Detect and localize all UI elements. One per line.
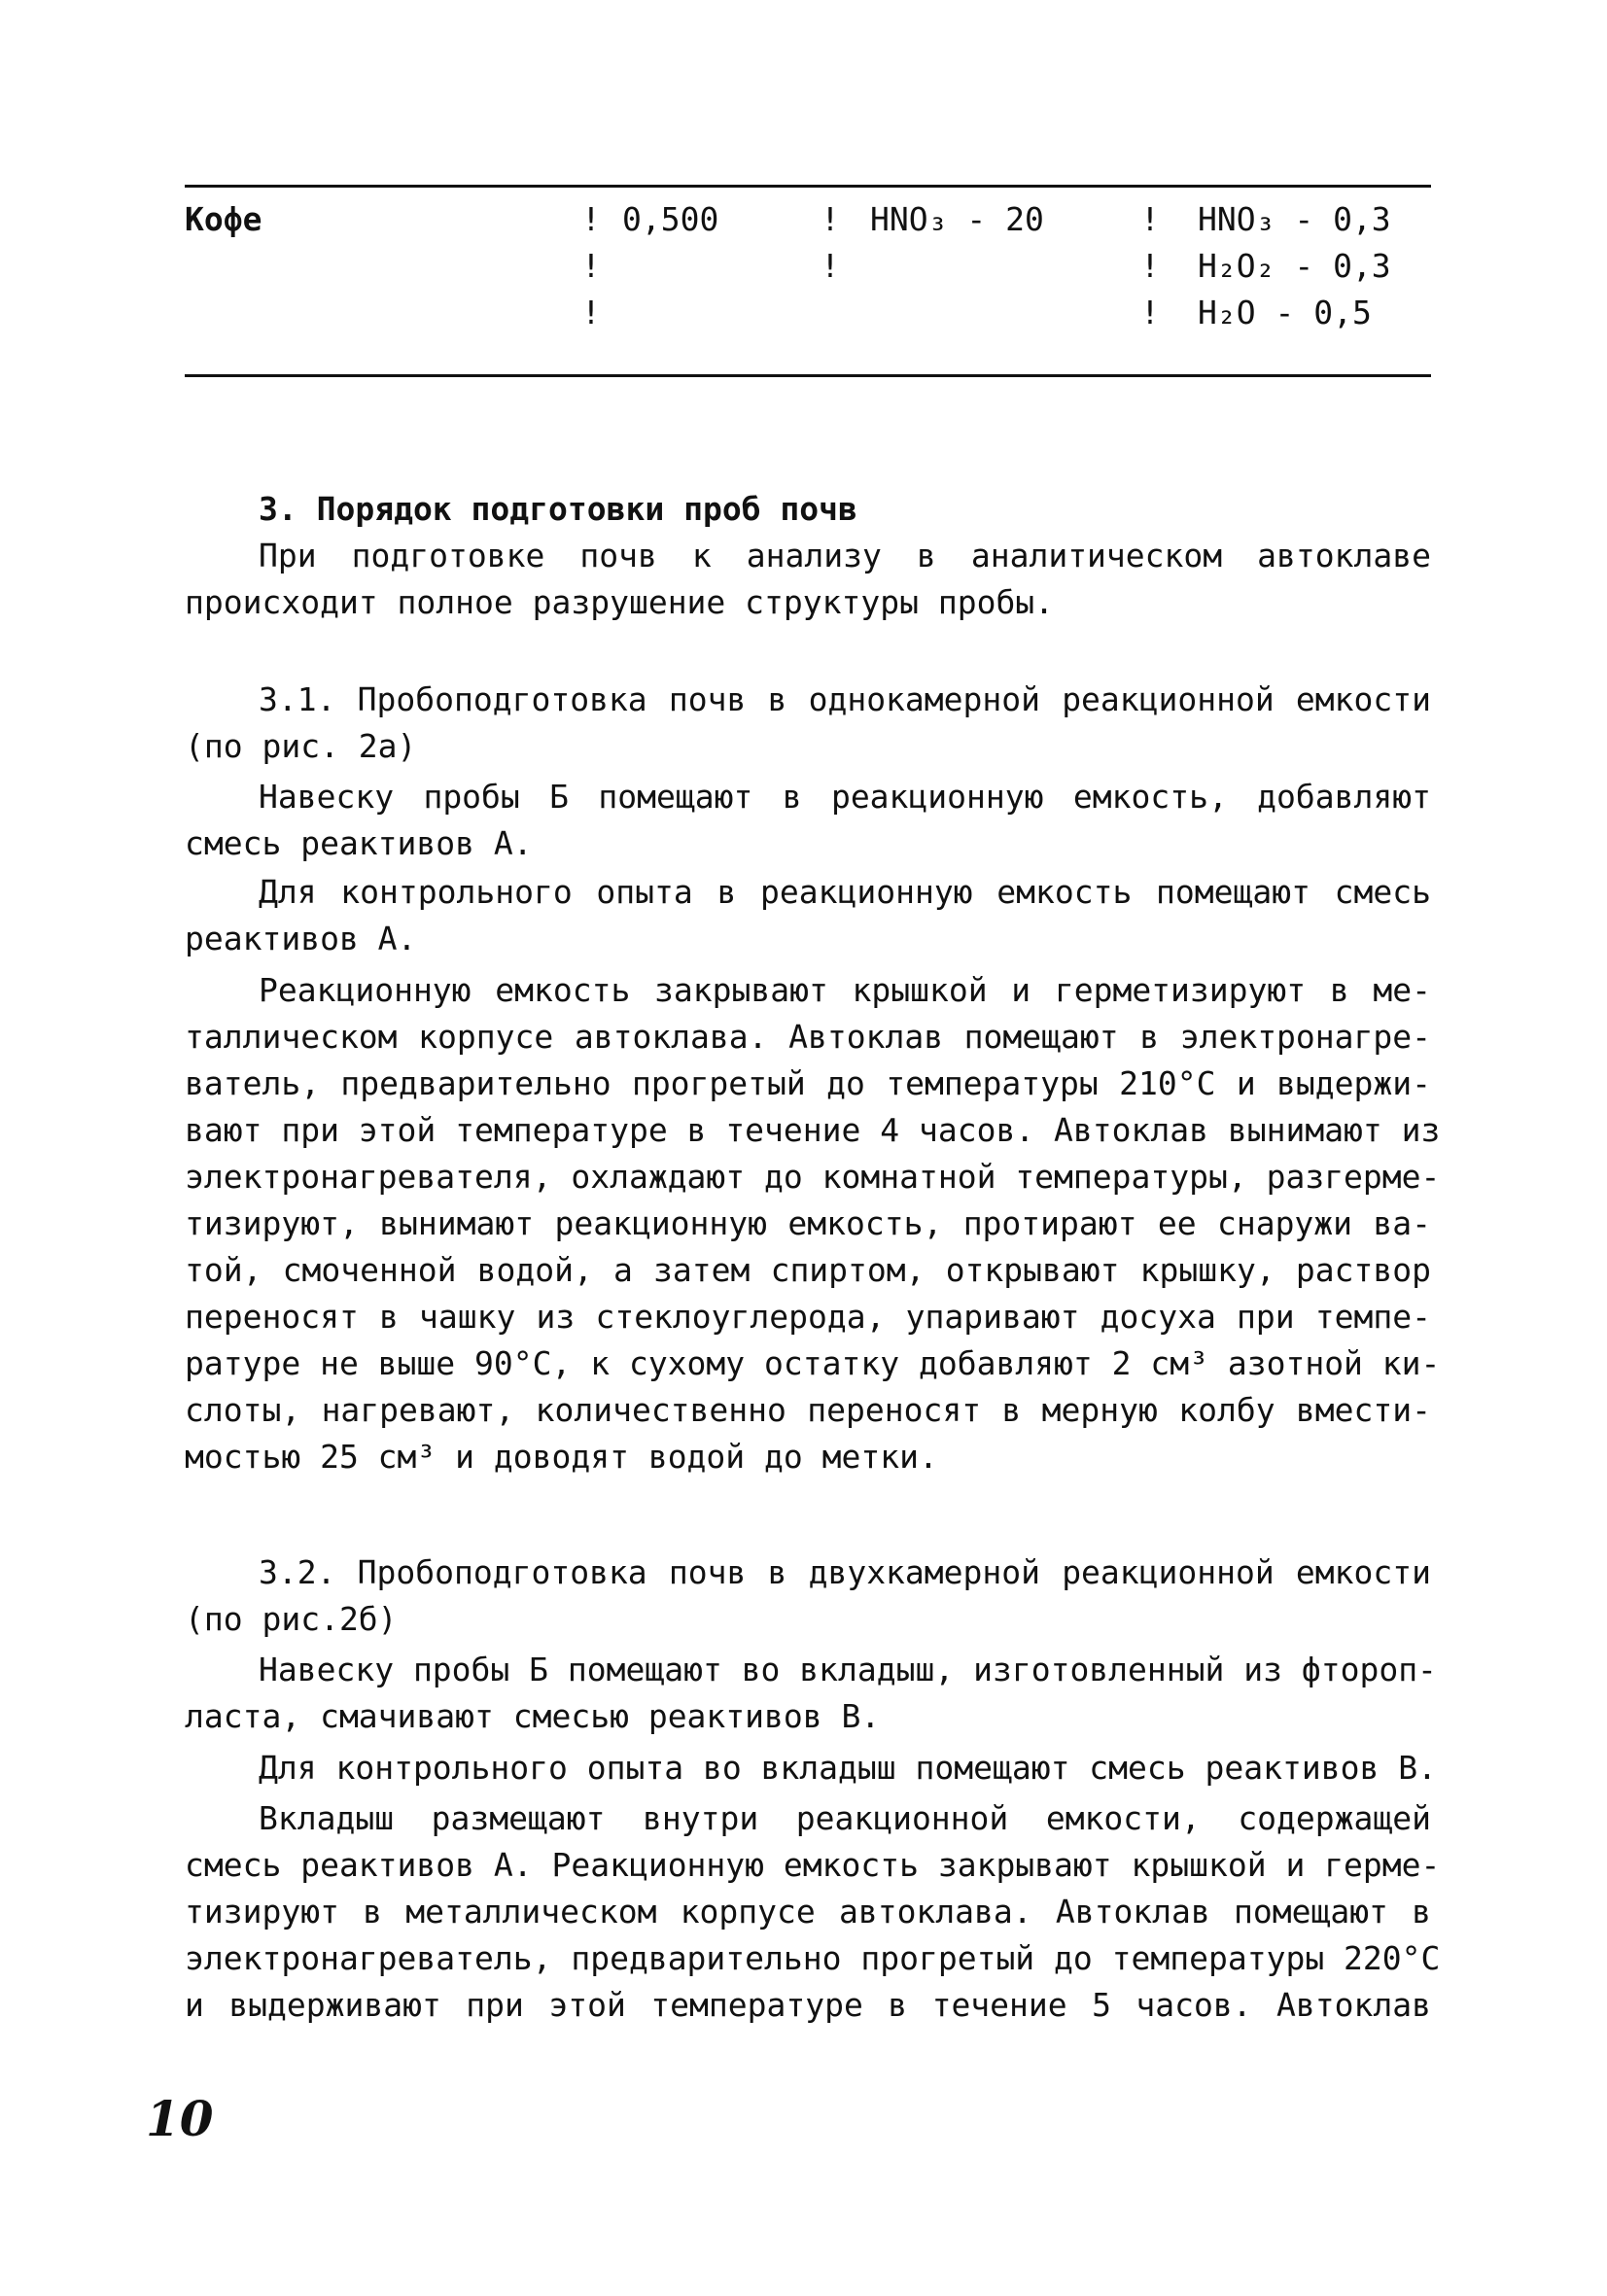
paragraph-line: Для контрольного опыта во вкладыш помещают смесь реактивов В. bbox=[259, 1749, 1437, 1787]
table-row bbox=[185, 196, 1431, 243]
paragraph-line: Навеску пробы Б помещают в реакционную емкость, добавляют bbox=[259, 778, 1431, 816]
paragraph-line: реактивов А. bbox=[185, 920, 417, 957]
section-heading: 3. Порядок подготовки проб почв bbox=[259, 490, 857, 528]
table-separator: ! bbox=[1140, 200, 1160, 238]
subsection-heading: (по рис.2б) bbox=[185, 1600, 398, 1638]
paragraph-line: той, смоченной водой, а затем спиртом, открывают крышку, раствор bbox=[185, 1251, 1431, 1289]
table-separator: ! bbox=[1140, 247, 1160, 285]
paragraph-line: электронагревателя, охлаждают до комнатной температуры, разгерме- bbox=[185, 1158, 1441, 1196]
paragraph-line: При подготовке почв к анализу в аналитическом автоклаве bbox=[259, 537, 1431, 574]
table-cell-mass: 0,500 bbox=[622, 200, 719, 238]
subsection-heading: 3.2. Пробоподготовка почв в двухкамерной реакционной емкости bbox=[259, 1553, 1431, 1591]
paragraph-line: и выдерживают при этой температуре в течение 5 часов. Автоклав bbox=[185, 1986, 1431, 2024]
paragraph-line: тизируют в металлическом корпусе автоклава. Автоклав помещают в bbox=[185, 1893, 1431, 1931]
paragraph-line: смесь реактивов А. Реакционную емкость закрывают крышкой и герме- bbox=[185, 1846, 1441, 1884]
paragraph-line: смесь реактивов А. bbox=[185, 824, 533, 862]
paragraph-line: ватель, предварительно прогретый до температуры 210°С и выдержи- bbox=[185, 1064, 1431, 1102]
paragraph-line: вают при этой температуре в течение 4 часов. Автоклав вынимают из bbox=[185, 1111, 1441, 1149]
table-cell-reagent-a: H₂O₂ - 0,3 bbox=[1198, 247, 1391, 285]
paragraph-line: Реакционную емкость закрывают крышкой и герметизируют в ме- bbox=[259, 971, 1431, 1009]
subsection-heading: (по рис. 2а) bbox=[185, 727, 417, 765]
table-top-rule bbox=[185, 185, 1431, 188]
table-cell-product: Кофе bbox=[185, 200, 262, 238]
page-number: 10 bbox=[146, 2090, 214, 2147]
paragraph-line: слоты, нагревают, количественно переносят в мерную колбу вмести- bbox=[185, 1391, 1431, 1429]
table-separator: ! bbox=[581, 200, 601, 238]
table-bottom-rule bbox=[185, 374, 1431, 377]
subsection-heading: 3.1. Пробоподготовка почв в однокамерной реакционной емкости bbox=[259, 680, 1431, 718]
table-cell-reagent-b: HNO₃ - 20 bbox=[870, 200, 1044, 238]
paragraph-line: переносят в чашку из стеклоуглерода, упаривают досуха при темпе- bbox=[185, 1298, 1431, 1336]
paragraph-line: Навеску пробы Б помещают во вкладыш, изготовленный из фтороп- bbox=[259, 1651, 1437, 1688]
table-separator: ! bbox=[821, 247, 840, 285]
paragraph-line: ратуре не выше 90°С, к сухому остатку добавляют 2 см³ азотной ки- bbox=[185, 1344, 1441, 1382]
table-separator: ! bbox=[821, 200, 840, 238]
table-row bbox=[185, 243, 1431, 290]
paragraph-line: происходит полное разрушение структуры пробы. bbox=[185, 583, 1055, 621]
paragraph-line: мостью 25 см³ и доводят водой до метки. bbox=[185, 1438, 938, 1476]
paragraph-line: таллическом корпусе автоклава. Автоклав помещают в электронагре- bbox=[185, 1018, 1431, 1056]
table-cell-reagent-a: H₂O - 0,5 bbox=[1198, 294, 1372, 331]
paragraph-line: ласта, смачивают смесью реактивов В. bbox=[185, 1697, 881, 1735]
paragraph-line: Вкладыш размещают внутри реакционной емкости, содержащей bbox=[259, 1799, 1431, 1837]
paragraph-line: Для контрольного опыта в реакционную емкость помещают смесь bbox=[259, 873, 1431, 911]
table-row bbox=[185, 290, 1431, 336]
table-separator: ! bbox=[581, 247, 601, 285]
table-separator: ! bbox=[581, 294, 601, 331]
paragraph-line: электронагреватель, предварительно прогретый до температуры 220°С bbox=[185, 1939, 1441, 1977]
table-cell-reagent-a: HNO₃ - 0,3 bbox=[1198, 200, 1391, 238]
paragraph-line: тизируют, вынимают реакционную емкость, протирают ее снаружи ва- bbox=[185, 1204, 1431, 1242]
table-separator: ! bbox=[1140, 294, 1160, 331]
